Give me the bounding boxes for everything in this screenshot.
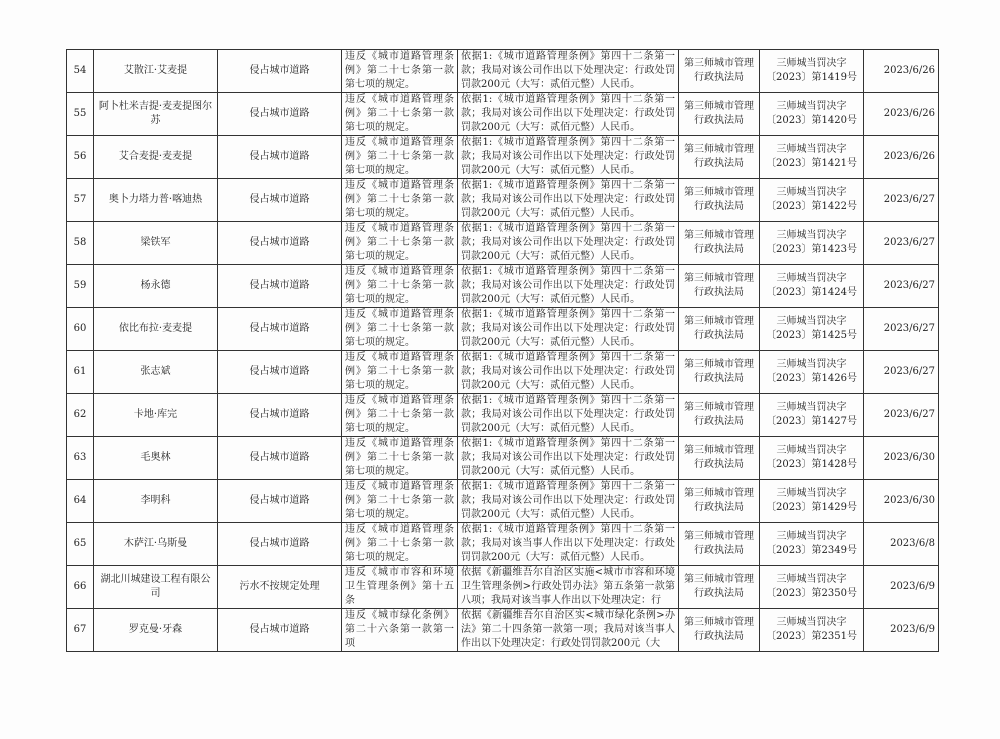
row-number-cell-text: 62 xyxy=(73,409,87,420)
violation-clause-cell xyxy=(342,265,458,308)
decision-number-cell-text: 三师城当罚决字〔2023〕第1427号 xyxy=(766,402,857,427)
enforcement-agency-cell-text: 第三师城市管理行政执法局 xyxy=(684,101,754,126)
violation-clause-cell xyxy=(342,222,458,265)
table-row xyxy=(67,566,939,609)
decision-date-cell xyxy=(864,437,939,480)
decision-number-cell-text: 三师城当罚决字〔2023〕第1420号 xyxy=(766,101,857,126)
party-name-cell-text: 毛奥林 xyxy=(140,452,171,463)
party-name-cell xyxy=(94,50,218,93)
enforcement-agency-cell-text: 第三师城市管理行政执法局 xyxy=(684,316,754,341)
violation-clause-cell-text: 违反《城市道路管理条例》第二十七条第一款第七项的规定。 xyxy=(345,438,454,477)
decision-date-cell-text: 2023/6/30 xyxy=(883,452,935,463)
enforcement-agency-cell-text: 第三师城市管理行政执法局 xyxy=(684,488,754,513)
enforcement-agency-cell-text: 第三师城市管理行政执法局 xyxy=(684,144,754,169)
party-name-cell xyxy=(94,609,218,652)
violation-clause-cell-text: 违反《城市道路管理条例》第二十七条第一款第七项的规定。 xyxy=(345,94,454,133)
penalty-basis-cell xyxy=(458,566,679,609)
party-name-cell-text: 梁铁军 xyxy=(140,237,171,248)
row-number-cell xyxy=(67,394,94,437)
violation-category-cell xyxy=(218,222,342,265)
decision-number-cell xyxy=(760,222,864,265)
violation-clause-cell xyxy=(342,437,458,480)
violation-clause-cell xyxy=(342,93,458,136)
enforcement-agency-cell-text: 第三师城市管理行政执法局 xyxy=(684,402,754,427)
decision-number-cell-text: 三师城当罚决字〔2023〕第1423号 xyxy=(766,230,857,255)
decision-date-cell xyxy=(864,179,939,222)
violation-clause-cell xyxy=(342,480,458,523)
enforcement-agency-cell xyxy=(679,265,760,308)
violation-category-cell-text: 侵占城市道路 xyxy=(249,538,310,549)
violation-category-cell xyxy=(218,265,342,308)
violation-clause-cell xyxy=(342,50,458,93)
decision-date-cell xyxy=(864,480,939,523)
violation-clause-cell-text: 违反《城市道路管理条例》第二十七条第一款第七项的规定。 xyxy=(345,352,454,391)
row-number-cell xyxy=(67,351,94,394)
enforcement-agency-cell xyxy=(679,609,760,652)
violation-category-cell xyxy=(218,480,342,523)
penalty-basis-cell-text: 依据1:《城市道路管理条例》第四十二条第一款；我局对该当事人作出以下处理决定：行政处罚罚款200元（大写：贰佰元整）人民币。 xyxy=(461,524,675,563)
penalty-basis-cell-text: 依据1:《城市道路管理条例》第四十二条第一款；我局对该公司作出以下处理决定：行政处罚罚款200元（大写：贰佰元整）人民币。 xyxy=(461,51,675,90)
decision-date-cell-text: 2023/6/8 xyxy=(890,538,935,549)
violation-clause-cell xyxy=(342,308,458,351)
violation-category-cell-text: 侵占城市道路 xyxy=(249,366,310,377)
decision-date-cell-text: 2023/6/27 xyxy=(883,366,935,377)
violation-clause-cell-text: 违反《城市道路管理条例》第二十七条第一款第七项的规定。 xyxy=(345,223,454,262)
decision-number-cell-text: 三师城当罚决字〔2023〕第2351号 xyxy=(766,617,857,642)
decision-number-cell-text: 三师城当罚决字〔2023〕第1424号 xyxy=(766,273,857,298)
party-name-cell-text: 湖北川城建设工程有限公司 xyxy=(100,574,211,599)
violation-category-cell-text: 侵占城市道路 xyxy=(249,65,310,76)
enforcement-agency-cell-text: 第三师城市管理行政执法局 xyxy=(684,574,754,599)
row-number-cell xyxy=(67,265,94,308)
violation-clause-cell xyxy=(342,566,458,609)
violation-category-cell xyxy=(218,93,342,136)
penalty-basis-cell-text: 依据1:《城市道路管理条例》第四十二条第一款；我局对该公司作出以下处理决定：行政处罚罚款200元（大写：贰佰元整）人民币。 xyxy=(461,223,675,262)
violation-category-cell xyxy=(218,394,342,437)
violation-category-cell-text: 污水不按规定处理 xyxy=(239,581,320,592)
decision-date-cell xyxy=(864,308,939,351)
penalty-basis-cell-text: 依据1:《城市道路管理条例》第四十二条第一款；我局对该公司作出以下处理决定：行政处罚罚款200元（大写：贰佰元整）人民币。 xyxy=(461,180,675,219)
table-row xyxy=(67,136,939,179)
decision-number-cell xyxy=(760,566,864,609)
row-number-cell xyxy=(67,179,94,222)
enforcement-agency-cell-text: 第三师城市管理行政执法局 xyxy=(684,531,754,556)
table-row xyxy=(67,179,939,222)
decision-number-cell xyxy=(760,351,864,394)
violation-category-cell xyxy=(218,50,342,93)
party-name-cell-text: 依比布拉·麦麦提 xyxy=(118,323,193,334)
decision-date-cell xyxy=(864,351,939,394)
violation-clause-cell-text: 违反《城市道路管理条例》第二十七条第一款第七项的规定。 xyxy=(345,137,454,176)
table-body xyxy=(67,50,939,652)
row-number-cell xyxy=(67,523,94,566)
row-number-cell xyxy=(67,609,94,652)
row-number-cell xyxy=(67,566,94,609)
violation-clause-cell-text: 违反《城市道路管理条例》第二十七条第一款第七项的规定。 xyxy=(345,51,454,90)
party-name-cell-text: 卡地·库完 xyxy=(133,409,178,420)
row-number-cell-text: 60 xyxy=(73,323,87,334)
table-row xyxy=(67,351,939,394)
table-row xyxy=(67,394,939,437)
violation-category-cell-text: 侵占城市道路 xyxy=(249,323,310,334)
violation-clause-cell xyxy=(342,523,458,566)
penalty-basis-cell-text: 依据1:《城市道路管理条例》第四十二条第一款；我局对该公司作出以下处理决定：行政处罚罚款200元（大写：贰佰元整）人民币。 xyxy=(461,438,675,477)
decision-date-cell-text: 2023/6/9 xyxy=(890,624,935,635)
party-name-cell-text: 阿卜杜米吉提·麦麦提图尔苏 xyxy=(98,101,213,126)
decision-number-cell-text: 三师城当罚决字〔2023〕第1422号 xyxy=(766,187,857,212)
row-number-cell xyxy=(67,308,94,351)
row-number-cell xyxy=(67,222,94,265)
penalty-basis-cell-text: 依据《新疆维吾尔自治区实施<城市市容和环境卫生管理条例>行政处罚办法》第五条第一款第八项；我局对该当事人作出以下处理决定：行 xyxy=(461,567,675,606)
violation-category-cell xyxy=(218,566,342,609)
violation-clause-cell-text: 违反《城市道路管理条例》第二十七条第一款第七项的规定。 xyxy=(345,395,454,434)
party-name-cell-text: 罗克曼·牙森 xyxy=(128,624,183,635)
party-name-cell-text: 奥卜力塔力普·喀迪热 xyxy=(108,194,203,205)
decision-date-cell xyxy=(864,93,939,136)
decision-number-cell-text: 三师城当罚决字〔2023〕第1419号 xyxy=(766,58,857,83)
decision-number-cell xyxy=(760,394,864,437)
enforcement-agency-cell xyxy=(679,437,760,480)
decision-number-cell-text: 三师城当罚决字〔2023〕第2349号 xyxy=(766,531,857,556)
decision-date-cell-text: 2023/6/26 xyxy=(883,151,935,162)
row-number-cell-text: 55 xyxy=(73,108,87,119)
violation-clause-cell-text: 违反《城市绿化条例》第二十六条第一款第一项 xyxy=(345,610,454,649)
decision-number-cell-text: 三师城当罚决字〔2023〕第1429号 xyxy=(766,488,857,513)
row-number-cell-text: 61 xyxy=(73,366,87,377)
decision-date-cell xyxy=(864,566,939,609)
decision-date-cell-text: 2023/6/27 xyxy=(883,323,935,334)
violation-category-cell-text: 侵占城市道路 xyxy=(249,495,310,506)
violation-category-cell-text: 侵占城市道路 xyxy=(249,237,310,248)
row-number-cell xyxy=(67,136,94,179)
decision-number-cell xyxy=(760,50,864,93)
party-name-cell xyxy=(94,523,218,566)
row-number-cell-text: 57 xyxy=(73,194,87,205)
penalty-basis-cell-text: 依据1:《城市道路管理条例》第四十二条第一款；我局对该公司作出以下处理决定：行政处罚罚款200元（大写：贰佰元整）人民币。 xyxy=(461,352,675,391)
enforcement-agency-cell-text: 第三师城市管理行政执法局 xyxy=(684,359,754,384)
enforcement-agency-cell xyxy=(679,308,760,351)
penalty-basis-cell-text: 依据《新疆维吾尔自治区实<城市绿化条例>办法》第二十四条第一款第一项；我局对该当事人作出以下处理决定：行政处罚罚款200元（大 xyxy=(461,610,675,649)
table-row xyxy=(67,222,939,265)
row-number-cell-text: 66 xyxy=(73,581,87,592)
violation-clause-cell-text: 违反《城市道路管理条例》第二十七条第一款第七项的规定。 xyxy=(345,180,454,219)
penalty-basis-cell-text: 依据1:《城市道路管理条例》第四十二条第一款；我局对该公司作出以下处理决定：行政处罚罚款200元（大写：贰佰元整）人民币。 xyxy=(461,395,675,434)
penalty-basis-cell-text: 依据1:《城市道路管理条例》第四十二条第一款；我局对该公司作出以下处理决定：行政处罚罚款200元（大写：贰佰元整）人民币。 xyxy=(461,137,675,176)
violation-clause-cell xyxy=(342,609,458,652)
penalty-basis-cell xyxy=(458,308,679,351)
party-name-cell xyxy=(94,480,218,523)
penalty-basis-cell xyxy=(458,437,679,480)
penalty-table xyxy=(66,49,939,652)
violation-clause-cell-text: 违反《城市道路管理条例》第二十七条第一款第七项的规定。 xyxy=(345,481,454,520)
violation-category-cell xyxy=(218,308,342,351)
decision-number-cell-text: 三师城当罚决字〔2023〕第1425号 xyxy=(766,316,857,341)
violation-category-cell xyxy=(218,351,342,394)
decision-date-cell xyxy=(864,50,939,93)
decision-number-cell xyxy=(760,437,864,480)
party-name-cell xyxy=(94,394,218,437)
enforcement-agency-cell xyxy=(679,93,760,136)
enforcement-agency-cell xyxy=(679,566,760,609)
violation-category-cell xyxy=(218,179,342,222)
enforcement-agency-cell xyxy=(679,394,760,437)
penalty-basis-cell xyxy=(458,351,679,394)
party-name-cell xyxy=(94,437,218,480)
penalty-basis-cell-text: 依据1:《城市道路管理条例》第四十二条第一款；我局对该公司作出以下处理决定：行政处罚罚款200元（大写：贰佰元整）人民币。 xyxy=(461,481,675,520)
row-number-cell-text: 54 xyxy=(73,65,87,76)
violation-category-cell xyxy=(218,136,342,179)
table-row xyxy=(67,609,939,652)
party-name-cell-text: 艾散江·艾麦提 xyxy=(123,65,188,76)
decision-date-cell xyxy=(864,265,939,308)
decision-date-cell-text: 2023/6/27 xyxy=(883,409,935,420)
row-number-cell xyxy=(67,50,94,93)
row-number-cell-text: 56 xyxy=(73,151,87,162)
row-number-cell-text: 65 xyxy=(73,538,87,549)
party-name-cell-text: 张志斌 xyxy=(140,366,171,377)
table-row xyxy=(67,265,939,308)
table-row xyxy=(67,50,939,93)
violation-category-cell-text: 侵占城市道路 xyxy=(249,194,310,205)
violation-category-cell xyxy=(218,437,342,480)
violation-category-cell xyxy=(218,609,342,652)
party-name-cell xyxy=(94,179,218,222)
decision-date-cell xyxy=(864,394,939,437)
penalty-basis-cell xyxy=(458,480,679,523)
table-row xyxy=(67,480,939,523)
penalty-basis-cell-text: 依据1:《城市道路管理条例》第四十二条第一款；我局对该公司作出以下处理决定：行政处罚罚款200元（大写：贰佰元整）人民币。 xyxy=(461,309,675,348)
penalty-basis-cell-text: 依据1:《城市道路管理条例》第四十二条第一款；我局对该公司作出以下处理决定：行政处罚罚款200元（大写：贰佰元整）人民币。 xyxy=(461,266,675,305)
violation-clause-cell xyxy=(342,394,458,437)
decision-date-cell-text: 2023/6/27 xyxy=(883,194,935,205)
violation-clause-cell xyxy=(342,179,458,222)
row-number-cell-text: 63 xyxy=(73,452,87,463)
party-name-cell xyxy=(94,566,218,609)
penalty-basis-cell xyxy=(458,523,679,566)
party-name-cell xyxy=(94,136,218,179)
enforcement-agency-cell-text: 第三师城市管理行政执法局 xyxy=(684,187,754,212)
row-number-cell-text: 64 xyxy=(73,495,87,506)
violation-clause-cell-text: 违反《城市道路管理条例》第二十七条第一款第七项的规定。 xyxy=(345,266,454,305)
decision-date-cell-text: 2023/6/30 xyxy=(883,495,935,506)
violation-clause-cell-text: 违反《城市市容和环境卫生管理条例》第十五条 xyxy=(345,567,454,606)
decision-number-cell xyxy=(760,308,864,351)
penalty-basis-cell xyxy=(458,222,679,265)
table-row xyxy=(67,523,939,566)
violation-clause-cell xyxy=(342,136,458,179)
enforcement-agency-cell-text: 第三师城市管理行政执法局 xyxy=(684,617,754,642)
decision-number-cell xyxy=(760,609,864,652)
table-row xyxy=(67,437,939,480)
enforcement-agency-cell xyxy=(679,523,760,566)
enforcement-agency-cell-text: 第三师城市管理行政执法局 xyxy=(684,273,754,298)
decision-number-cell-text: 三师城当罚决字〔2023〕第1426号 xyxy=(766,359,857,384)
row-number-cell-text: 59 xyxy=(73,280,87,291)
table-row xyxy=(67,308,939,351)
violation-clause-cell-text: 违反《城市道路管理条例》第二十七条第一款第七项的规定。 xyxy=(345,524,454,563)
decision-date-cell xyxy=(864,136,939,179)
violation-category-cell-text: 侵占城市道路 xyxy=(249,108,310,119)
party-name-cell-text: 艾合麦提·麦麦提 xyxy=(118,151,193,162)
decision-date-cell-text: 2023/6/26 xyxy=(883,65,935,76)
decision-number-cell-text: 三师城当罚决字〔2023〕第1421号 xyxy=(766,144,857,169)
table-row xyxy=(67,93,939,136)
decision-number-cell xyxy=(760,480,864,523)
party-name-cell-text: 杨永德 xyxy=(140,280,171,291)
row-number-cell xyxy=(67,437,94,480)
penalty-basis-cell xyxy=(458,136,679,179)
decision-date-cell-text: 2023/6/26 xyxy=(883,108,935,119)
decision-date-cell xyxy=(864,609,939,652)
violation-clause-cell-text: 违反《城市道路管理条例》第二十七条第一款第七项的规定。 xyxy=(345,309,454,348)
violation-clause-cell xyxy=(342,351,458,394)
violation-category-cell-text: 侵占城市道路 xyxy=(249,280,310,291)
decision-number-cell xyxy=(760,523,864,566)
penalty-basis-cell xyxy=(458,265,679,308)
row-number-cell-text: 67 xyxy=(73,624,87,635)
row-number-cell xyxy=(67,93,94,136)
row-number-cell-text: 58 xyxy=(73,237,87,248)
decision-number-cell xyxy=(760,265,864,308)
enforcement-agency-cell-text: 第三师城市管理行政执法局 xyxy=(684,230,754,255)
penalty-basis-cell xyxy=(458,179,679,222)
party-name-cell xyxy=(94,351,218,394)
penalty-basis-cell-text: 依据1:《城市道路管理条例》第四十二条第一款；我局对该公司作出以下处理决定：行政处罚罚款200元（大写：贰佰元整）人民币。 xyxy=(461,94,675,133)
decision-date-cell-text: 2023/6/27 xyxy=(883,280,935,291)
penalty-basis-cell xyxy=(458,50,679,93)
enforcement-agency-cell-text: 第三师城市管理行政执法局 xyxy=(684,58,754,83)
violation-category-cell-text: 侵占城市道路 xyxy=(249,624,310,635)
enforcement-agency-cell-text: 第三师城市管理行政执法局 xyxy=(684,445,754,470)
party-name-cell-text: 木萨江·乌斯曼 xyxy=(123,538,188,549)
decision-date-cell-text: 2023/6/9 xyxy=(890,581,935,592)
enforcement-agency-cell xyxy=(679,179,760,222)
decision-number-cell xyxy=(760,136,864,179)
party-name-cell-text: 李明科 xyxy=(140,495,171,506)
enforcement-agency-cell xyxy=(679,351,760,394)
penalty-basis-cell xyxy=(458,93,679,136)
party-name-cell xyxy=(94,265,218,308)
decision-number-cell xyxy=(760,179,864,222)
enforcement-agency-cell xyxy=(679,136,760,179)
violation-category-cell xyxy=(218,523,342,566)
penalty-basis-cell xyxy=(458,609,679,652)
row-number-cell xyxy=(67,480,94,523)
decision-date-cell xyxy=(864,222,939,265)
decision-date-cell xyxy=(864,523,939,566)
enforcement-agency-cell xyxy=(679,50,760,93)
penalty-basis-cell xyxy=(458,394,679,437)
violation-category-cell-text: 侵占城市道路 xyxy=(249,452,310,463)
decision-number-cell-text: 三师城当罚决字〔2023〕第1428号 xyxy=(766,445,857,470)
decision-date-cell-text: 2023/6/27 xyxy=(883,237,935,248)
violation-category-cell-text: 侵占城市道路 xyxy=(249,151,310,162)
party-name-cell xyxy=(94,222,218,265)
decision-number-cell xyxy=(760,93,864,136)
enforcement-agency-cell xyxy=(679,222,760,265)
violation-category-cell-text: 侵占城市道路 xyxy=(249,409,310,420)
decision-number-cell-text: 三师城当罚决字〔2023〕第2350号 xyxy=(766,574,857,599)
party-name-cell xyxy=(94,93,218,136)
party-name-cell xyxy=(94,308,218,351)
enforcement-agency-cell xyxy=(679,480,760,523)
